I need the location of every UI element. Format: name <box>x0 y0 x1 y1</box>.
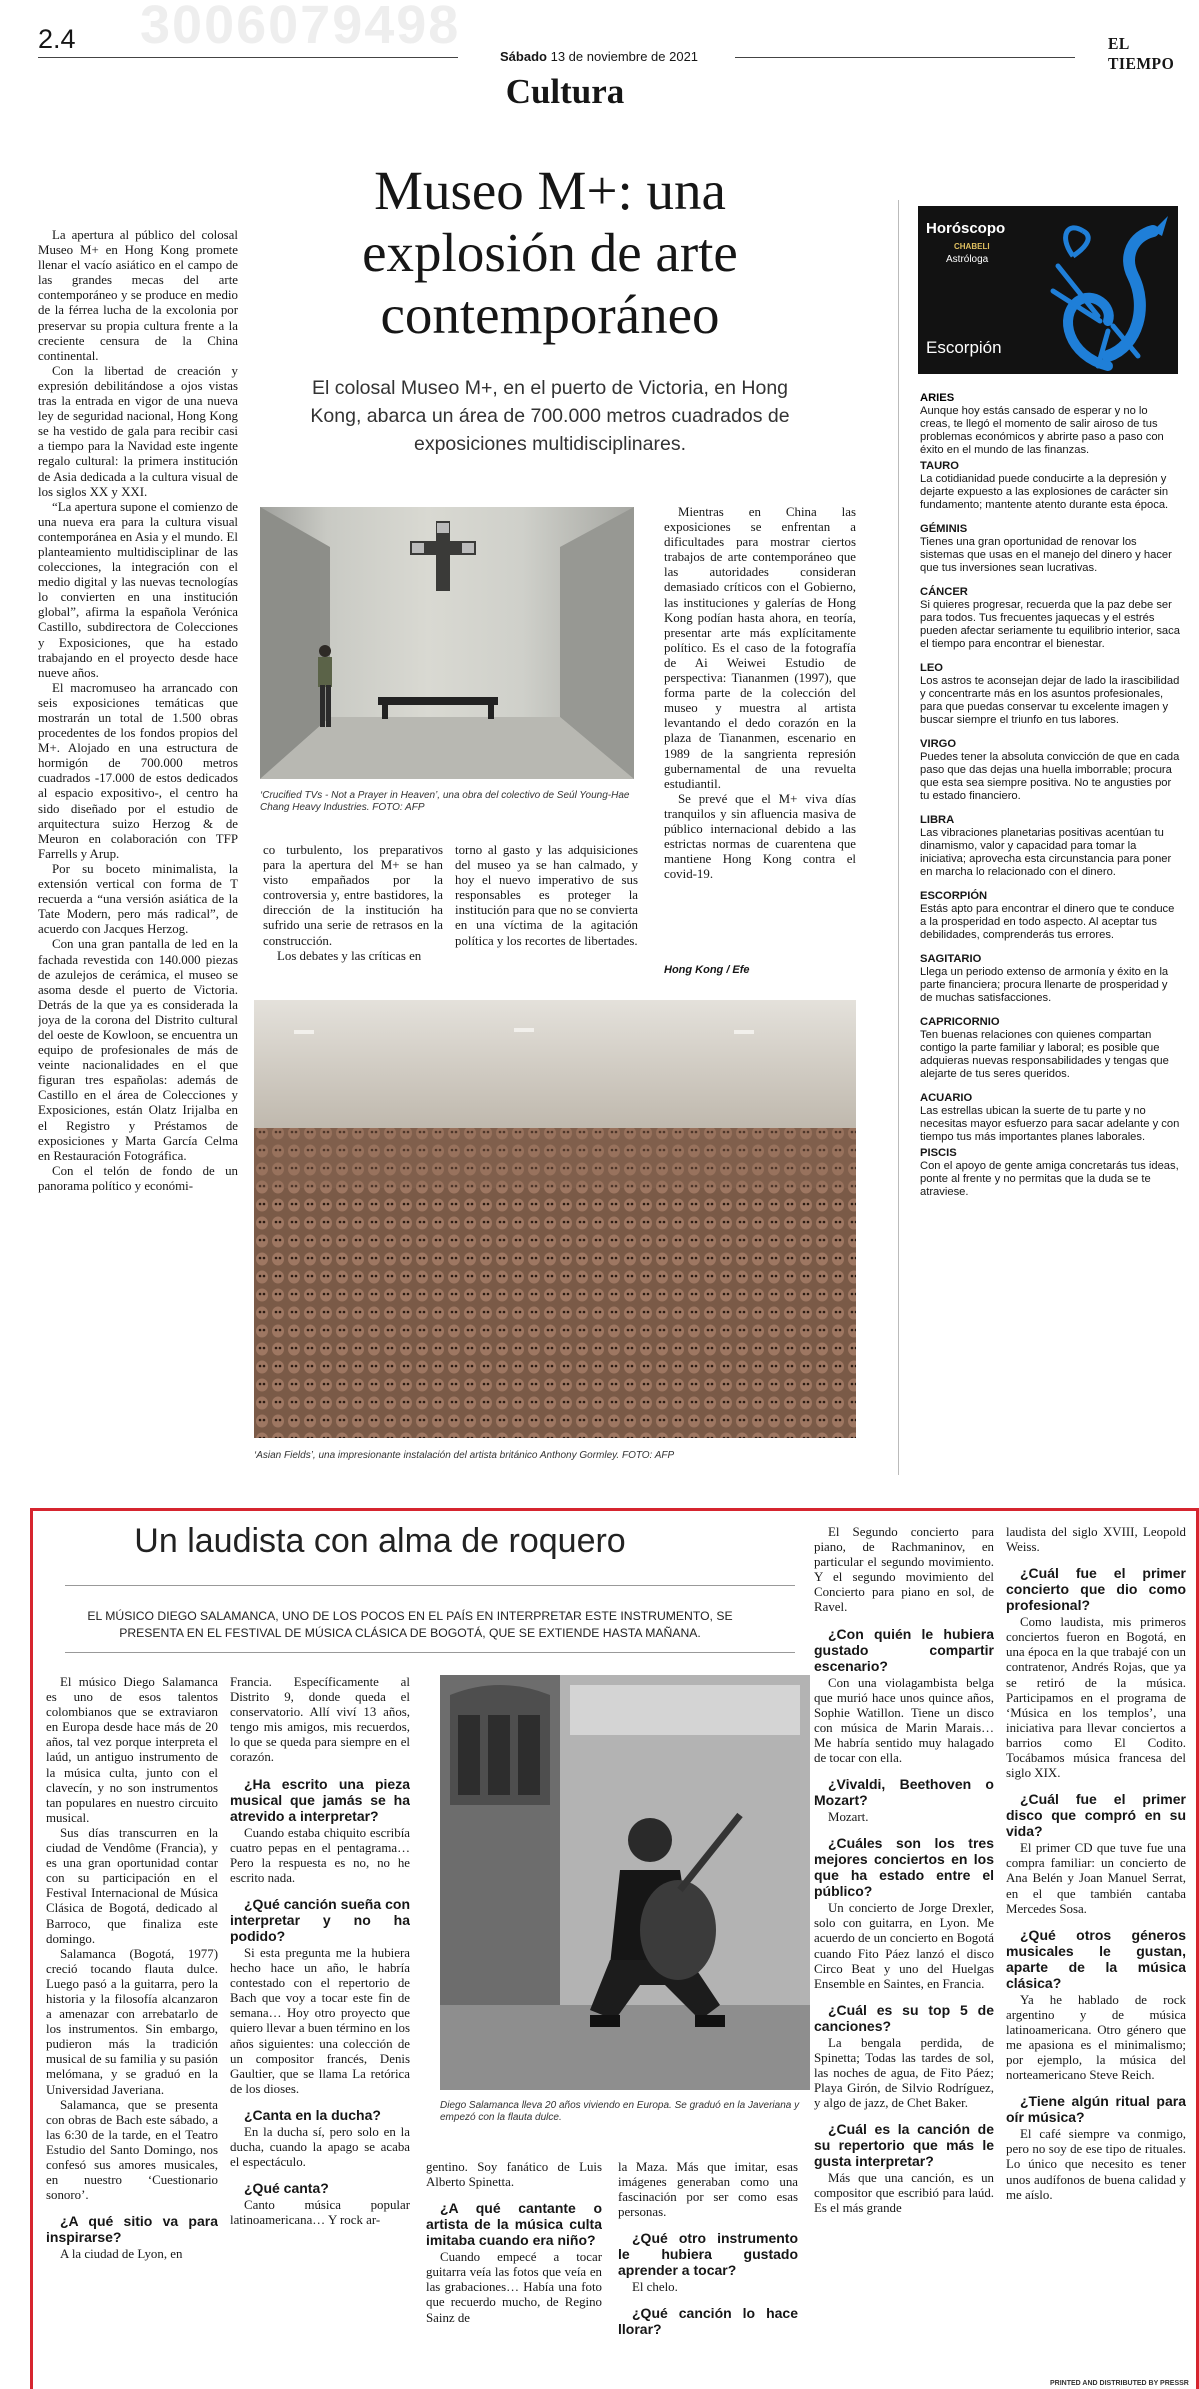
question: ¿Ha escrito una pieza musical que jamás se ha atrevido a interpretar? <box>230 1775 410 1824</box>
sign-entry <box>920 814 1180 879</box>
question: ¿Tiene algún ritual para oír música? <box>1006 2093 1186 2126</box>
interview-column-6 <box>1006 1525 1186 2375</box>
sign-entry <box>920 890 1180 942</box>
section-title: Cultura <box>505 72 625 111</box>
sign-name: GÉMINIS <box>920 523 968 535</box>
answer: Ya he hablado de rock argentino y de música latinoamericana. Otro género que me apasiona es el minimalismo; por ejemplo, la música del norteamericano Steve Reich. <box>1006 1992 1186 2083</box>
sign-text: Si quieres progresar, recuerda que la paz debe ser para todos. Tus frecuentes jaquecas y el estrés pueden afectar seriamente tu equilibrio interior, saca el tiempo para encontrar el bienestar. <box>920 599 1180 650</box>
answer: Cuando empecé a tocar guitarra veía las fotos que veía en las grabaciones… Había una foto que recuerdo mucho, de Regino Sainz de <box>426 2250 602 2325</box>
paragraph: co turbulento, los preparativos para la apertura del M+ se han visto empañados por la controversia y, entre bastidores, la dirección de la institución ha sufrido una serie de retrasos en la construcción. <box>263 843 443 948</box>
question: ¿Cuál fue el primer concierto que dio como profesional? <box>1006 1565 1186 1614</box>
sign-text: Estás apto para encontrar el dinero que te conduce a la prosperidad en todo aspecto. Al aceptar tus debilidades, comprenderás tus errores. <box>920 903 1175 941</box>
question: ¿A qué sitio va para inspirarse? <box>46 2213 218 2246</box>
answer: El primer CD que tuve fue una compra familiar: un concierto de Ana Belén y Joan Manuel Serrat, en el que también cantaba Mercedes Sosa. <box>1006 1841 1186 1916</box>
paragraph: Se prevé que el M+ viva días tranquilos y sin afluencia masiva de público internacional debido a las estrictas normas de cuarentena que mantiene Hong Kong contra el covid-19. <box>664 791 856 882</box>
sign-name: LEO <box>920 662 943 674</box>
question: ¿Cuál fue el primer disco que compró en su vida? <box>1006 1791 1186 1840</box>
date-prefix: Sábado <box>500 49 547 64</box>
answer: El Segundo concierto para piano, de Rachmaninov, en particular el segundo movimiento. Y el segundo movimiento del Concierto para piano en sol, de Ravel. <box>814 1525 994 1615</box>
paragraph: Salamanca (Bogotá, 1977) creció tocando flauta dulce. Luego pasó a la guitarra, pero la historia y la filosofía alcanzaron a amenazar con arrebatarlo de los instrumentos. Sin embargo, pudieron más la tradición musical de su familia y su pasión melómana, y se graduó en la Universidad Javeriana. <box>46 1946 218 2097</box>
answer: laudista del siglo XVIII, Leopold Weiss. <box>1006 1525 1186 1555</box>
question: ¿Qué canta? <box>244 2180 329 2197</box>
paragraph: Con una gran pantalla de led en la fachada revestida con 140.000 piezas de azulejos de cerámica, el museo se asoma desde el puerto de Victoria. Detrás de la que ya es considerada la joya de la corona del Distrito cultural del oeste de Kowloon, se encuentra un equipo de profesionales de más de veinte nacionalidades en el que figuran tres españolas: además de Castillo en el área de Colecciones y Exposiciones, están Olatz Irijalba en el Registro y Préstamos de exposiciones y Marta García Celma en Restauración Fotográfica. <box>38 937 238 1163</box>
answer: A la ciudad de Lyon, en <box>60 2247 183 2262</box>
answer: Cuando estaba chiquito escribía cuatro pepas en el pentagrama… Pero la respuesta es no, no he escrito nada. <box>230 1825 410 1885</box>
answer: Canto música popular latinoamericana… Y rock ar- <box>230 2198 410 2228</box>
question: ¿Cuál es la canción de su repertorio que más le gusta interpretar? <box>814 2121 994 2170</box>
sign-name: CAPRICORNIO <box>920 1016 1000 1028</box>
answer: El café siempre va conmigo, pero no soy de ese tipo de rituales. Lo único que necesito es tener unos audífonos de buena calidad y me aíslo. <box>1006 2127 1186 2202</box>
sign-name: ACUARIO <box>920 1092 973 1104</box>
sign-text: Ten buenas relaciones con quienes compartan contigo la parte familiar y laboral; es posible que adquieras nuevas responsabilidades y tengas que alejarte de tus seres queridos. <box>920 1029 1169 1080</box>
answer: Con una violagambista belga que murió hace unos quince años, Sophie Watillon. Tiene un disco con música de Marin Marais… Me habría sentido muy halagado de tocar con ella. <box>814 1675 994 1766</box>
header-rule-left <box>38 57 458 58</box>
question: ¿Qué otros géneros musicales le gustan, aparte de la música clásica? <box>1006 1926 1186 1991</box>
horoscope-title: Horóscopo <box>926 220 1006 237</box>
paragraph: Mientras en China las exposiciones se enfrentan a dificultades para mostrar ciertos trabajos de arte contemporáneo que las autoridades consideran demasiado críticos con el Gobierno, las instituciones y galerías de Hong Kong podían hasta ahora, en teoría, presentar arte más explícitamente político. Es el caso de la fotografía de Ai Weiwei Estudio de perspectiva: Tiananmen (1997), que forma parte de la colección del museo y muestra al artista levantando el dedo corazón en la plaza de Tiananmen, escenario en 1989 de la sangrienta represión gubernamental de una revuelta estudiantil. <box>664 505 856 791</box>
sign-name: PISCIS <box>920 1147 957 1159</box>
sign-text: Las estrellas ubican la suerte de tu parte y no necesitas mayor esfuerzo para sacar adelante y con tiempo tus más importantes planes laborales. <box>920 1105 1180 1143</box>
interview-column-5 <box>814 1525 994 2375</box>
interview-title: Un laudista con alma de roquero <box>134 1522 626 1560</box>
horoscope-box <box>918 206 1178 374</box>
photo-caption: Diego Salamanca lleva 20 años viviendo en Europa. Se graduó en la Javeriana y empezó con la flauta dulce. <box>440 2100 800 2123</box>
sign-text: Las vibraciones planetarias positivas acentúan tu dinamismo, valor y capacidad para tomar la iniciativa; aprovecha esta circunstancia para poner en marcha lo relacionado con el dinero. <box>920 827 1172 878</box>
answer: Como laudista, mis primeros conciertos fueron en Bogotá, en una época en la que trabajé con un contratenor, Andrés Rojas, que ya se retiró de la música. Participamos en el programa de ‘Música en los templos’, una iniciativa para llevar conciertos a barrios como El Codito. Tocábamos música francesa del siglo XIX. <box>1006 1615 1186 1781</box>
article-title <box>250 160 850 346</box>
question: ¿Vivaldi, Beethoven o Mozart? <box>814 1776 994 1809</box>
question: ¿A qué cantante o artista de la música culta imitaba cuando era niño? <box>426 2200 602 2249</box>
sign-text: La cotidianidad puede conducirte a la depresión y dejarte expuesto a las explosiones de carácter sin fundamento; mantente atento durante esta época. <box>920 473 1169 511</box>
paragraph: Salamanca, que se presenta con obras de Bach este sábado, a las 6:30 de la tarde, en el Teatro Estudio del Santo Domingo, nos confesó sus amores musicales, en nuestro ‘Cuestionario sonoro’. <box>46 2097 218 2203</box>
title-line: contemporáneo <box>380 284 720 345</box>
answer: Mozart. <box>828 1810 869 1825</box>
horoscope-rule <box>898 200 899 1475</box>
print-credit: PRINTED AND DISTRIBUTED BY PRESSR <box>1050 2380 1189 2387</box>
answer: En la ducha sí, pero solo en la ducha, cuando la apago se acaba el espectáculo. <box>230 2124 410 2170</box>
sign-name: TAURO <box>920 460 959 472</box>
watermark: 3006079498 <box>140 0 461 55</box>
horoscope-signs <box>920 392 1180 1199</box>
sign-entry <box>920 738 1180 803</box>
photo-asian-fields <box>254 1000 856 1438</box>
sign-name: SAGITARIO <box>920 953 982 965</box>
paragraph: “La apertura supone el comienzo de una nueva era para la cultura visual contemporánea en Asia y el mundo. El planteamiento multidisciplinar de las colecciones, la integración con el medio digital y las nuevas tecnologías lo convierten en una institución global”, afirma la española Verónica Castillo, subdirectora de Colecciones y Exposiciones, que ha estado trabajando en el proyecto desde hace nueve años. <box>38 499 238 680</box>
page-number: 2.4 <box>38 24 76 54</box>
sign-text: Llega un periodo extenso de armonía y éxito en la parte financiera; procura llenarte de prosperidad y de muchas satisfacciones. <box>920 966 1169 1004</box>
photo-caption: ‘Crucified TVs - Not a Prayer in Heaven’, una obra del colectivo de Seúl Young-Hae Chang Heavy Industries. FOTO: AFP <box>260 790 630 813</box>
header-rule-right <box>735 57 1075 58</box>
brand-logo: EL TIEMPO <box>1108 34 1175 73</box>
sign-text: Los astros te aconsejan dejar de lado la irascibilidad y concentrarte más en los asuntos profesionales, para que puedas conservar tu excelente imagen y buscar siempre el triunfo en tus labores. <box>920 675 1180 726</box>
photo-diego-salamanca <box>440 1675 810 2090</box>
sign-text: Aunque hoy estás cansado de esperar y no lo creas, te llegó el momento de salir airoso de tus problemas económicos y abrirte paso a paso con éxito en el mundo de las finanzas. <box>920 405 1164 456</box>
article-column-4 <box>664 505 856 960</box>
answer: El chelo. <box>632 2280 678 2295</box>
paragraph: El músico Diego Salamanca es uno de esos talentos colombianos que se extraviaron en Europa desde hace más de 20 años, tal vez porque interpreta el laúd, un antiguo instrumento de la música culta, junto con el clavecín, y no son instrumentos tan populares en nuestro circuito musical. <box>46 1675 218 1825</box>
paragraph: La apertura al público del colosal Museo M+ en Hong Kong promete llenar el vacío asiático en el campo de las grandes mecas del arte contemporáneo y se produce en medio de la férrea lucha de la excolonia por preservar su propia cultura frente a la creciente censura de la China continental. <box>38 228 238 363</box>
paragraph: Los debates y las críticas en <box>277 948 422 963</box>
sign-text: Con el apoyo de gente amiga concretarás tus ideas, ponte al frente y no permitas que la duda se te atraviese. <box>920 1160 1179 1198</box>
sign-text: Tienes una gran oportunidad de renovar los sistemas que usas en el manejo del dinero y hacer que tus inversiones sean lucrativas. <box>920 536 1172 574</box>
paragraph: Por su boceto minimalista, la extensión vertical con forma de T recuerda a “una versión asiática de la Tate Modern, pero más radical”, de acuerdo con Jacques Herzog. <box>38 861 238 937</box>
subtitle-rule <box>65 1652 795 1653</box>
article-column-3 <box>455 843 638 1003</box>
date-line <box>500 49 698 64</box>
horoscope-author: CHABELI <box>954 242 990 251</box>
answer: La bengala perdida, de Spinetta; Todas las tardes de sol, las noches de agua, de Fito Páez; Playa Girón, de Silvio Rodríguez, y algo de jazz, de Chet Baker. <box>814 2035 994 2111</box>
question: ¿Cuáles son los tres mejores conciertos en los que ha estado entre el público? <box>814 1835 994 1900</box>
interview-subtitle: EL MÚSICO DIEGO SALAMANCA, UNO DE LOS POCOS EN EL PAÍS EN INTERPRETAR ESTE INSTRUMENTO, SE PRESENTA EN EL FESTIVAL DE MÚSICA CLÁSICA DE BOGOTÁ, QUE SE EXTIENDE HASTA MAÑANA. <box>87 1609 733 1640</box>
standfirst: El colosal Museo M+, en el puerto de Victoria, en Hong Kong, abarca un área de 700.000 metros cuadrados de exposiciones multidisciplinares. <box>310 377 790 455</box>
title-line: Museo M+: una <box>374 160 726 221</box>
question: ¿Qué canción sueña con interpretar y no ha podido? <box>230 1895 410 1944</box>
answer: gentino. Soy fanático de Luis Alberto Spinetta. <box>426 2160 602 2190</box>
sign-entry <box>920 586 1180 651</box>
scorpion-icon <box>1038 206 1178 374</box>
answer: Más que una canción, es un compositor que escribió para laúd. Es el más grande <box>814 2171 994 2216</box>
question: ¿Qué otro instrumento le hubiera gustado aprender a tocar? <box>618 2230 798 2279</box>
byline: Hong Kong / Efe <box>664 964 750 976</box>
question: ¿Cuál es su top 5 de canciones? <box>814 2001 994 2034</box>
interview-column-3 <box>426 2160 602 2375</box>
sign-entry <box>920 662 1180 727</box>
interview-column-4 <box>618 2160 798 2375</box>
horoscope-author-role: Astróloga <box>946 254 989 265</box>
sign-entry <box>920 523 1180 575</box>
question: ¿Canta en la ducha? <box>244 2106 381 2123</box>
question: ¿Con quién le hubiera gustado compartir escenario? <box>814 1625 994 1674</box>
question: ¿Qué canción lo hace llorar? <box>618 2305 798 2338</box>
sign-entry <box>920 1092 1180 1144</box>
sign-name: ARIES <box>920 392 955 404</box>
title-line: explosión de arte <box>362 222 738 283</box>
answer: Si esta pregunta me la hubiera hecho hace un año, le habría contestado con el repertorio de Bach que voy a tocar este fin de semana… Hoy otro proyecto que quiero llevar a buen término en los años siguientes: una colección de un compositor francés, Denis Gaultier, que se llama La retórica de los dioses. <box>230 1945 410 2096</box>
paragraph: Con la libertad de creación y expresión debilitándose a ojos vistas tras la entrada en vigor de una nueva ley de seguridad nacional, Hong Kong se ha vestido de gala para recibir casi a tiempo para la Navidad este ingente regalo cultural: la primera institución de Asia dedicada a la cultura visual de los siglos XX y XXI. <box>38 363 238 499</box>
sign-name: ESCORPIÓN <box>920 890 988 902</box>
sign-name: CÁNCER <box>920 586 968 598</box>
sign-entry <box>920 392 1180 457</box>
answer: Un concierto de Jorge Drexler, solo con guitarra, en Lyon. Me acuerdo de un concierto en Bogotá cuando Fito Páez lanzó el disco Circo Beat y uno del Huelgas Ensemble en Saintes, en Francia. <box>814 1901 994 1991</box>
featured-sign: Escorpión <box>926 338 1002 357</box>
photo-caption: ‘Asian Fields’, una impresionante instalación del artista británico Anthony Gormley. FOTO: AFP <box>254 1450 675 1461</box>
sign-text: Puedes tener la absoluta convicción de que en cada paso que das dejas una huella imborrable; procura que esta sea siempre positiva. No te angusties por tu estado financiero. <box>920 751 1180 802</box>
answer: la Maza. Más que imitar, esas imágenes generaban como una fascinación por ser como esas personas. <box>618 2160 798 2220</box>
article-column-1 <box>38 228 238 1468</box>
interview-column-2 <box>230 1675 410 2375</box>
paragraph: Sus días transcurren en la ciudad de Vendôme (Francia), y es una gran oportunidad contar con su participación en el Festival Internacional de Música Clásica de Bogotá, dedicado al Barroco, que finaliza este domingo. <box>46 1825 218 1946</box>
interview-column-1 <box>46 1675 218 2375</box>
paragraph: torno al gasto y las adquisiciones del museo ya se han calmado, y hoy el nuevo imperativo de sus responsables es proteger la institución para que no se convierta en una víctima de la agitación política y los recortes de libertades. <box>455 843 638 948</box>
paragraph: Con el telón de fondo de un panorama político y económi- <box>38 1163 238 1193</box>
title-rule <box>65 1585 795 1586</box>
sign-name: LIBRA <box>920 814 955 826</box>
date: 13 de noviembre de 2021 <box>550 49 699 64</box>
paragraph: El macromuseo ha arrancado con seis exposiciones temáticas que mostrarán un total de 1.500 obras procedentes de los fondos propios del M+. Alojado en una estructura de hormigón de 700.000 metros cuadrados -17.000 de estos dedicados al espacio expositivo-, el centro ha sido diseñado por el estudio de arquitectura suizo Herzog & de Meuron en colaboración con TFP Farrells y Arup. <box>38 680 238 861</box>
photo-crucified-tvs <box>260 507 634 779</box>
sign-entry <box>920 460 1180 512</box>
sign-entry <box>920 1016 1180 1081</box>
sign-name: VIRGO <box>920 738 957 750</box>
sign-entry <box>920 953 1180 1005</box>
answer: Francia. Específicamente al Distrito 9, donde queda el conservatorio. Allí viví 13 años, tengo mis amigos, mis recuerdos, lo que se queda para siempre en el corazón. <box>230 1675 410 1765</box>
article-column-2 <box>263 843 443 1003</box>
sign-entry <box>920 1147 1180 1199</box>
